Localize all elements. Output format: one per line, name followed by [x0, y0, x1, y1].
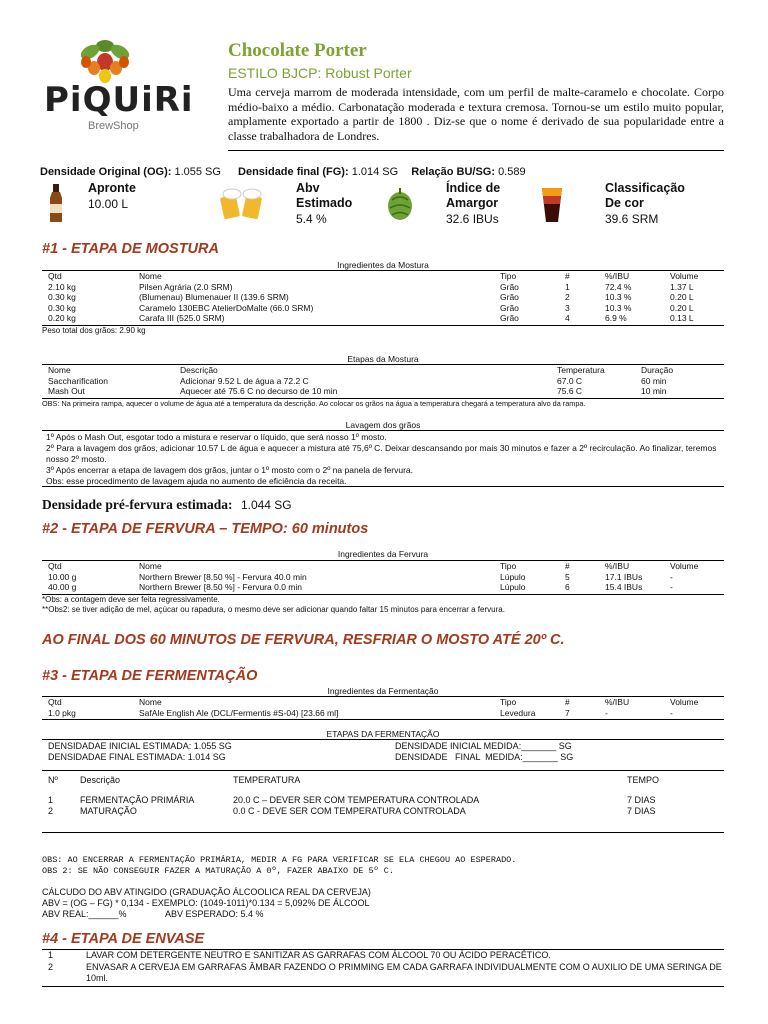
bottle-heading: #4 - ETAPA DE ENVASE	[42, 931, 205, 947]
stat-apronte-label: Apronte	[88, 181, 136, 195]
mash-table-header: Qtd Nome Tipo # %/IBU Volume	[48, 271, 699, 281]
fg-label: Densidade final (FG):	[238, 166, 349, 178]
abv-expected: ABV ESPERADO: 5.4 %	[165, 909, 264, 919]
mash-caption: Ingredientes da Mostura	[337, 260, 429, 270]
stat-abv-value: 5.4 %	[296, 212, 327, 226]
table-row: 2 MATURAÇÃO 0.0 C - DEVE SER COM TEMPERATURA CONTROLADA 7 DIAS	[48, 806, 656, 816]
bu-value: 0.589	[498, 166, 526, 178]
table-row: 0.30 kg (Blumenau) Blumenauer II (139.6 SRM) Grão 2 10.3 % 0.20 L	[48, 292, 694, 302]
bottle-steps	[42, 950, 724, 986]
ferment-heading: #3 - ETAPA DE FERMENTAÇÃO	[42, 668, 258, 684]
list-item: 3º Após encerrar a etapa de lavagem dos grãos, juntar o 1º mosto com o 2º na panela de fervura.	[46, 465, 414, 475]
fg-value: 1.014 SG	[351, 166, 399, 178]
fg-measured: DENSIDADE FINAL MEDIDA:_______ SG	[395, 752, 574, 762]
wash-steps	[46, 432, 720, 487]
recipe-title: Chocolate Porter	[228, 40, 367, 61]
mash-heading: #1 - ETAPA DE MOSTURA	[42, 241, 219, 257]
gravity-line	[40, 166, 526, 178]
table-row: Mash Out Aquecer até 75.6 C no decurso de 10 min 75.6 C 10 min	[48, 386, 667, 396]
mash-steps-caption: Etapas da Mostura	[347, 354, 419, 364]
og-estimated: DENSIDADAE INICIAL ESTIMADA: 1.055 SG	[48, 741, 232, 751]
mash-steps-table: Nome Descrição Temperatura Duração Saccharification Adicionar 9.52 L de água a 72.2 C 67.0 C 60 min Mash Out Aquecer até 75.6 C no decurso de 10 min 75.6 C 10 min	[42, 365, 724, 397]
preboil-label: Densidade pré-fervura estimada:	[42, 497, 233, 512]
boil-obs2: **Obs2: se tiver adição de mel, açúcar ou rapadura, o mesmo deve ser adicionar quando faltar 15 minutos para encerrar a fervura.	[42, 605, 505, 614]
hop-icon	[384, 186, 416, 227]
table-row: 1 FERMENTAÇÃO PRIMÁRIA 20.0 C – DEVER SER COM TEMPERATURA CONTROLADA 7 DIAS	[48, 795, 656, 805]
list-item: 1 LAVAR COM DETERGENTE NEUTRO E SANITIZAR AS GARRAFAS COM ÁLCOOL 70 OU ÁCIDO PERACÉTICO.	[48, 950, 551, 960]
table-row: 0.20 kg Carafa III (525.0 SRM) Grão 4 6.9 % 0.13 L	[48, 313, 694, 323]
stat-ibu-value: 32.6 IBUs	[446, 212, 499, 226]
stat-srm-label: Classificação De cor	[605, 181, 685, 210]
bu-label: Relação BU/SG:	[411, 166, 495, 178]
stat-apronte-value: 10.00 L	[88, 197, 129, 211]
preboil-value: 1.044 SG	[240, 498, 292, 512]
list-item: 1º Após o Mash Out, esgotar todo a mistura e reservar o líquido, que será nosso 1º mosto.	[46, 432, 387, 442]
brand-logo	[44, 38, 194, 138]
stat-ibu-label: Índice de Amargor	[446, 181, 501, 210]
boil-obs1: *Obs: a contagem deve ser feita regressivamente.	[42, 595, 220, 604]
og-measured: DENSIDADE INICIAL MEDIDA:_______ SG	[395, 741, 572, 751]
brand-name: PiQUiRi	[44, 80, 194, 120]
fg-estimated: DENSIDADAE FINAL ESTIMADA: 1.014 SG	[48, 752, 226, 762]
table-row: 10.00 g Northern Brewer [8.50 %] - Fervura 40.0 min Lúpulo 5 17.1 IBUs -	[48, 571, 673, 582]
recipe-description: Uma cerveja marrom de moderada intensidade, com um perfil de malte-caramelo e chocolate. Corpo médio-baixo a médio. Carbonatação moderada e textura cremosa. Tornou-se um estilo muito popular, amplamente exportado a partir de 1800 . Diz-se que o nome é derivado de sua popularidade entre a classe trabalhadora de Londres.	[228, 85, 724, 151]
list-item: 2 ENVASAR A CERVEJA EM GARRAFAS ÂMBAR FAZENDO O PRIMMING EM CADA GARRAFA INDIVIDUALMENTE COM O AUXILIO DE UMA SERINGA DE 10ml.	[48, 962, 722, 983]
ferment-obs2: OBS 2: SE NÃO CONSEGUIR FAZER A MATURAÇÃO A 0º, FAZER ABAIXO DE 5º C.	[42, 866, 394, 876]
mash-total: Peso total dos grãos: 2.90 kg	[42, 326, 146, 335]
table-row: 2.10 kg Pilsen Agrária (2.0 SRM) Grão 1 72.4 % 1.37 L	[48, 281, 694, 292]
table-row: 0.30 kg Caramelo 130EBC AtelierDoMalte (66.0 SRM) Grão 3 10.3 % 0.20 L	[48, 302, 694, 313]
table-row: Saccharification Adicionar 9.52 L de água a 72.2 C 67.0 C 60 min	[48, 375, 667, 386]
list-item: 2º Para a lavagem dos grãos, adicionar 10.57 L de água e aquecer a mistura até 75,6º C. Deixar descansando por mais 30 minutos e fazer a 2º recirculação. Ao finalizar, teremos nosso 2º mosto.	[46, 443, 717, 464]
boil-caption: Ingredientes da Fervura	[337, 549, 429, 559]
ferment-obs1: OBS: AO ENCERRAR A FERMENTAÇÃO PRIMÁRIA, MEDIR A FG PARA VERIFICAR SE ELA CHEGOU AO ESPERADO.	[42, 855, 517, 865]
stat-abv-label: Abv Estimado	[296, 181, 353, 210]
boil-heading: #2 - ETAPA DE FERVURA – TEMPO: 60 minutos	[42, 521, 369, 537]
list-item: Obs: esse procedimento de lavagem ajuda no aumento de eficiência da receita.	[46, 476, 347, 486]
mash-obs: OBS: Na primeira rampa, aquecer o volume de água até a temperatura da descrição. Ao colocar os grãos na água a temperatura chegará a temperatura alvo da rampa.	[42, 399, 586, 408]
cool-heading: AO FINAL DOS 60 MINUTOS DE FERVURA, RESFRIAR O MOSTO ATÉ 20º C.	[42, 632, 565, 648]
ferment-table: Qtd Nome Tipo # %/IBU Volume 1.0 pkg SafAle English Ale (DCL/Fermentis #S-04) [23.66 ml] Levedura 7 - -	[42, 697, 724, 718]
brand-sub: BrewShop	[88, 120, 139, 132]
mash-table	[42, 271, 724, 324]
abv-real: ABV REAL:______%	[42, 909, 127, 919]
bottle-icon	[46, 184, 66, 227]
og-label: Densidade Original (OG):	[40, 166, 172, 178]
table-row: 40.00 g Northern Brewer [8.50 %] - Fervura 0.0 min Lúpulo 6 15.4 IBUs -	[48, 582, 673, 592]
preboil-line	[42, 496, 292, 514]
abv-formula: ABV = (OG – FG) * 0,134 - EXEMPLO: (1049-1011)*0.134 = 5,092% DE ÁLCOOL	[42, 898, 370, 908]
abv-title: CÁLCUDO DO ABV ATINGIDO (GRADUAÇÃO ÁLCOOLICA REAL DA CERVEJA)	[42, 887, 371, 897]
ferment-stages-table: Nº Descrição TEMPERATURA TEMPO 1 FERMENTAÇÃO PRIMÁRIA 20.0 C – DEVER SER COM TEMPERATURA CONTROLADA 7 DIAS 2 MATURAÇÃO 0.0 C - DEVE SER COM TEMPERATURA CONTROLADA 7 DIAS	[42, 775, 724, 823]
ferment-stages-caption: ETAPAS DA FERMENTAÇÃO	[326, 729, 440, 739]
og-value: 1.055 SG	[174, 166, 221, 178]
table-row: 1.0 pkg SafAle English Ale (DCL/Fermentis #S-04) [23.66 ml] Levedura 7 - -	[48, 707, 673, 718]
hop-leaf-icon	[50, 38, 160, 86]
recipe-style: ESTILO BJCP: Robust Porter	[228, 65, 412, 81]
color-glass-icon	[540, 184, 564, 229]
boil-table: Qtd Nome Tipo # %/IBU Volume 10.00 g Northern Brewer [8.50 %] - Fervura 40.0 min Lúpulo 5 17.1 IBUs - 40.00 g Northern Brewer [8.50 %] - Fervura 0.0 min Lúpulo 6 15.4 IBUs -	[42, 561, 724, 593]
ferment-caption: Ingredientes da Fermentação	[327, 686, 439, 696]
stat-srm-value: 39.6 SRM	[605, 212, 659, 226]
wash-caption: Lavagem dos grãos	[345, 420, 421, 430]
beer-mugs-icon	[218, 186, 266, 227]
